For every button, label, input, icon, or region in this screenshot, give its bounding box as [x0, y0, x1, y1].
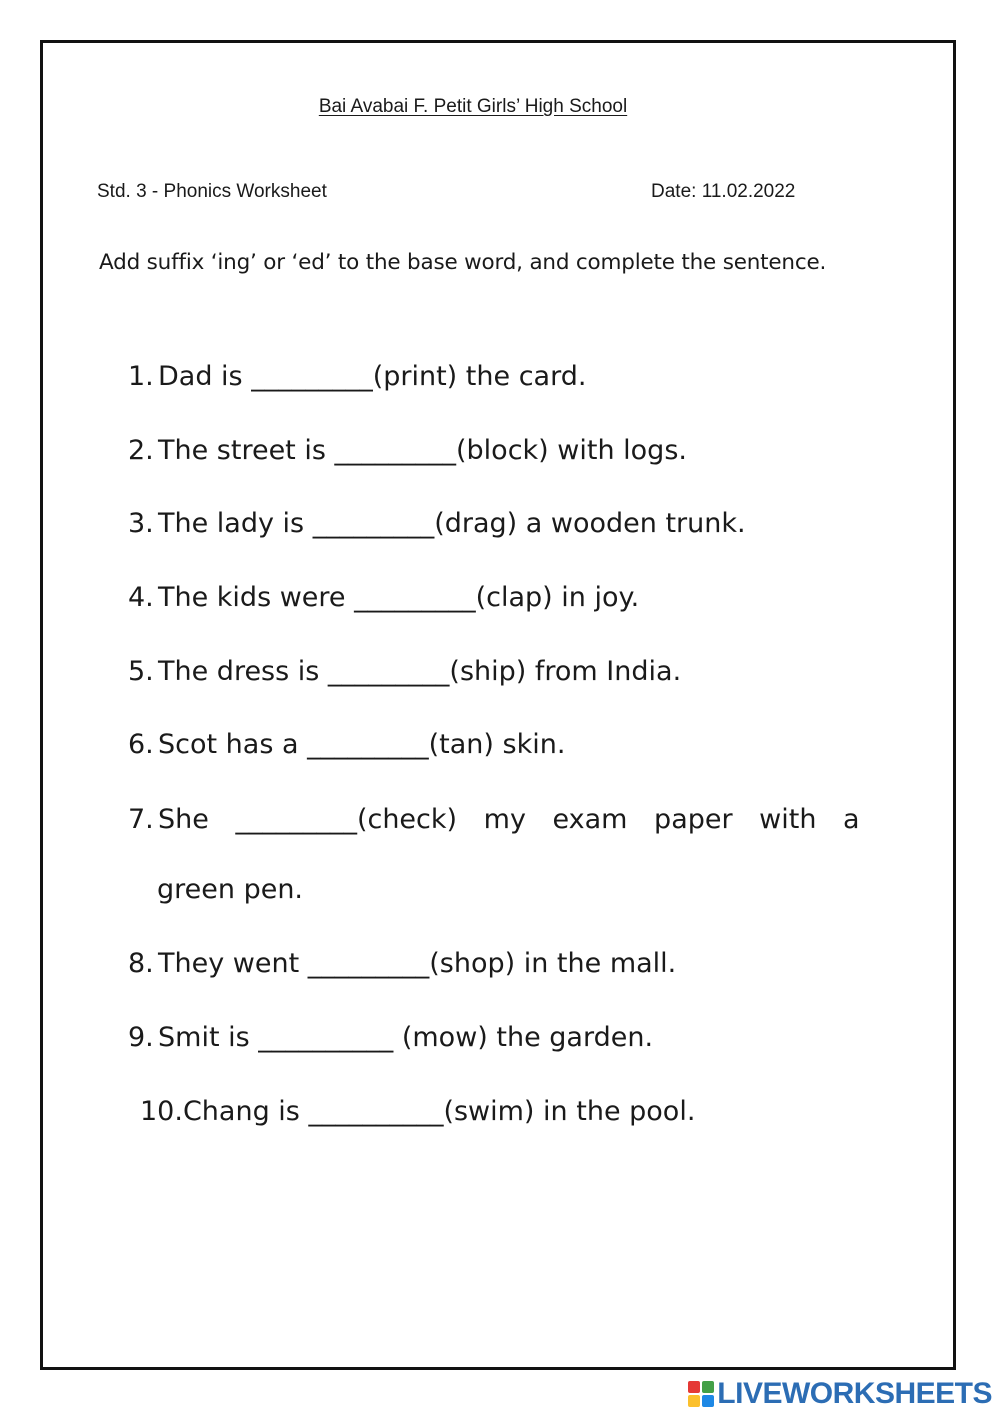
- question-10: [140, 1096, 695, 1128]
- question-number: 9.: [128, 1022, 154, 1053]
- question-number: 6.: [128, 729, 154, 760]
- question-2: [128, 435, 687, 467]
- logo-square-green: [702, 1381, 714, 1393]
- question-number: 7.: [128, 804, 154, 835]
- question-7: [128, 804, 938, 836]
- question-text: She _________(check) my exam paper with a: [158, 804, 860, 835]
- question-number: 4.: [128, 582, 154, 613]
- question-3: [128, 508, 746, 540]
- question-number: 10.: [140, 1096, 183, 1127]
- logo-square-blue: [702, 1395, 714, 1407]
- question-number: 2.: [128, 435, 154, 466]
- liveworksheets-logo[interactable]: [688, 1378, 992, 1410]
- instruction-text: Add suffix ‘ing’ or ‘ed’ to the base word, and complete the sentence.: [99, 250, 827, 275]
- question-number: 5.: [128, 656, 154, 687]
- question-9: [128, 1022, 653, 1054]
- question-1: [128, 361, 586, 393]
- question-6: [128, 729, 565, 761]
- question-number: 1.: [128, 361, 154, 392]
- school-name: Bai Avabai F. Petit Girls’ High School: [318, 96, 628, 117]
- liveworksheets-logo-icon: [688, 1381, 714, 1407]
- logo-text: LIVEWORKSHEETS: [717, 1377, 992, 1410]
- question-text: The kids were _________(clap) in joy.: [158, 582, 640, 613]
- logo-square-red: [688, 1381, 700, 1393]
- logo-square-yellow: [688, 1395, 700, 1407]
- question-text: Smit is __________ (mow) the garden.: [158, 1022, 654, 1053]
- question-8: [128, 948, 676, 980]
- question-4: [128, 582, 639, 614]
- question-7-continuation: green pen.: [157, 874, 304, 905]
- question-text: The dress is _________(ship) from India.: [158, 656, 682, 687]
- worksheet-border: [40, 40, 956, 1370]
- question-number: 3.: [128, 508, 154, 539]
- question-5: [128, 656, 681, 688]
- worksheet-date: Date: 11.02.2022: [651, 181, 796, 202]
- question-text: They went _________(shop) in the mall.: [158, 948, 677, 979]
- question-text: The street is _________(block) with logs.: [158, 435, 687, 466]
- question-text: Chang is __________(swim) in the pool.: [182, 1096, 696, 1127]
- question-text: Scot has a _________(tan) skin.: [158, 729, 566, 760]
- question-text: Dad is _________(print) the card.: [158, 361, 587, 392]
- question-number: 8.: [128, 948, 154, 979]
- question-text: The lady is _________(drag) a wooden trunk.: [158, 508, 746, 539]
- worksheet-title: Std. 3 - Phonics Worksheet: [97, 181, 327, 202]
